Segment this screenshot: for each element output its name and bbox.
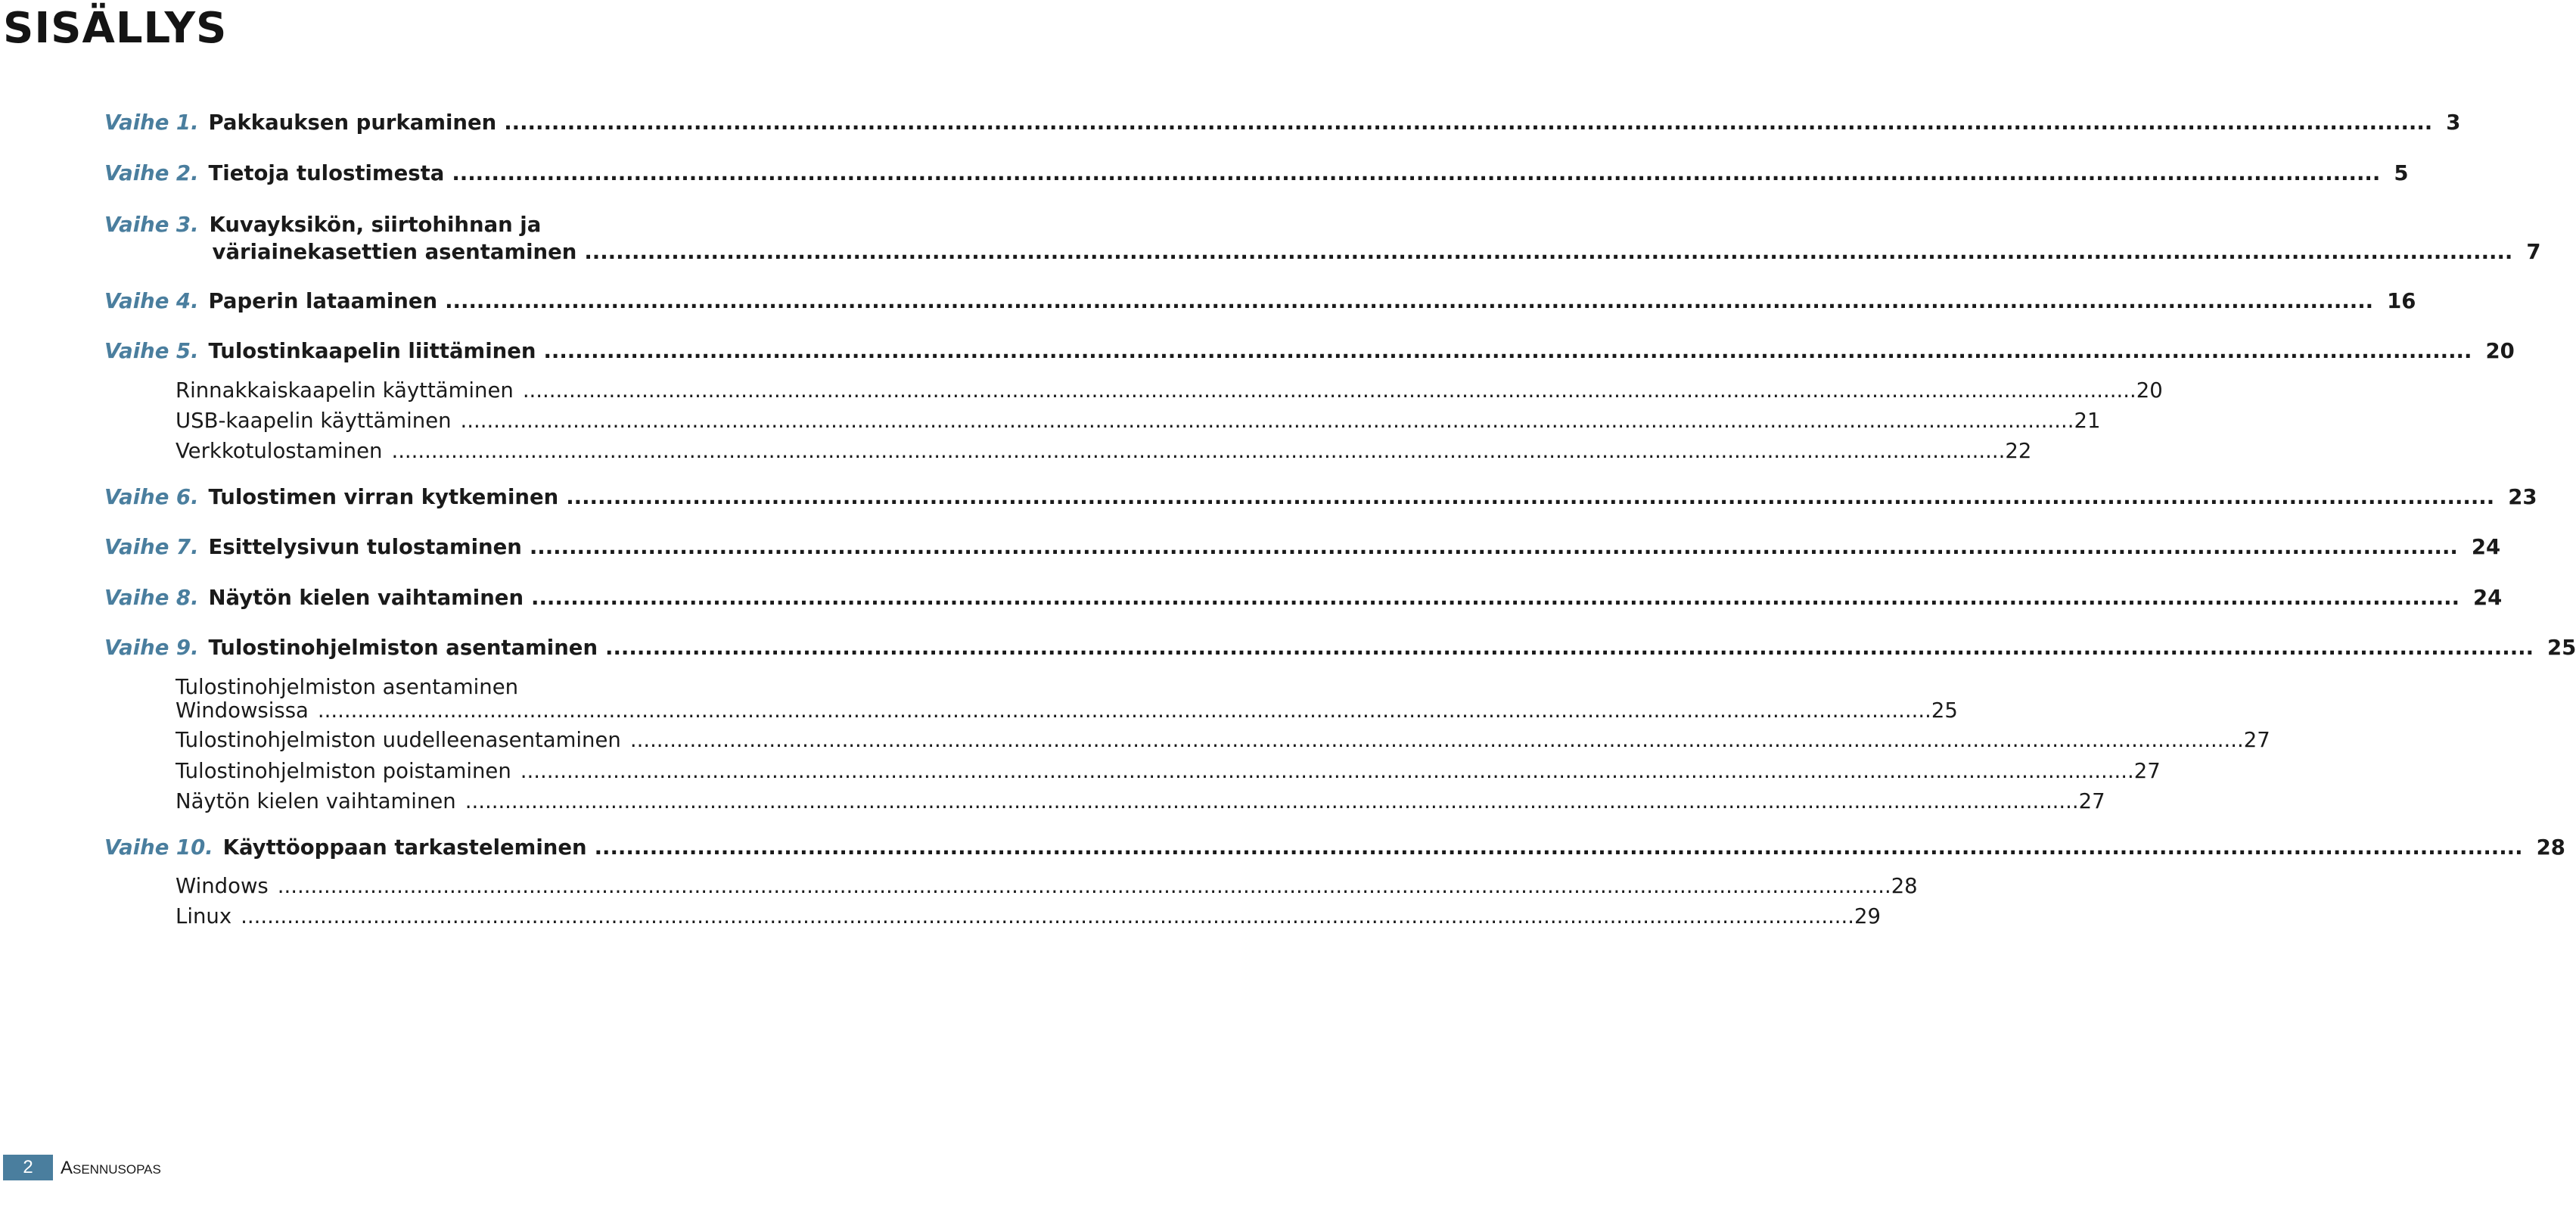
step-title: Paperin lataaminen [208,289,438,313]
toc-step-8[interactable] [104,586,2503,610]
step-title: Pakkauksen purkaminen [208,110,497,135]
dot-leader [566,485,2494,509]
page-number: 27 [2133,759,2161,783]
sub-title: Windows [176,874,269,898]
toc-step-9[interactable] [104,636,2576,660]
step-title-line-2: väriainekasettien asentaminen [212,240,577,264]
step-title: Tulostinohjelmiston asentaminen [208,636,598,660]
sub-title-line-1: Tulostinohjelmiston asentaminen [176,675,519,699]
step-label: Vaihe 1. [104,110,199,135]
sub-title: Verkkotulostaminen [176,439,383,463]
toc-step-1[interactable] [104,110,2461,135]
page-title: SISÄLLYS [3,4,228,53]
toc-sub-entry[interactable] [176,789,2105,813]
toc-sub-entry[interactable] [176,409,2101,433]
toc-sub-entry[interactable] [176,675,1958,723]
step-label: Vaihe 8. [104,586,199,610]
toc-step-7[interactable] [104,535,2501,559]
dot-leader [461,409,2074,433]
page-number: 27 [2078,789,2105,813]
step-title: Käyttöoppaan tarkasteleminen [222,835,587,860]
step-label: Vaihe 7. [104,535,199,559]
dot-leader [543,339,2472,363]
toc-sub-entry[interactable] [176,904,1882,928]
sub-title: Tulostinohjelmiston uudelleenasentaminen [176,728,621,752]
page-number: 23 [2508,485,2537,509]
step-title: Näytön kielen vaihtaminen [208,586,524,610]
footer-label: Asennusopas [61,1158,161,1178]
sub-title: Tulostinohjelmiston poistaminen [176,759,511,783]
sub-title: Näytön kielen vaihtaminen [176,789,456,813]
step-label: Vaihe 2. [104,161,199,185]
page-number: 25 [1931,698,1958,723]
toc-sub-entry[interactable] [176,874,1918,898]
dot-leader [520,759,2134,783]
page-number: 16 [2387,289,2416,313]
dot-leader [584,238,2512,266]
dot-leader [630,728,2244,752]
toc-step-3[interactable] [104,211,2541,266]
footer-page-number: 2 [23,1157,33,1177]
toc-sub-entry[interactable] [176,759,2161,783]
toc-sub-entry[interactable] [176,378,2163,403]
step-title: Tietoja tulostimesta [208,161,445,185]
page-number: 24 [2473,586,2503,610]
page-number: 5 [2394,161,2409,185]
dot-leader [278,874,1891,898]
dot-leader [391,439,2005,463]
step-title: Tulostinkaapelin liittäminen [208,339,536,363]
page-number: 25 [2547,636,2576,660]
dot-leader [318,699,1931,723]
toc-step-5[interactable] [104,339,2515,363]
page-number: 3 [2446,110,2461,135]
page-number: 29 [1854,904,1882,928]
sub-title-line-2: Windowsissa [176,698,309,723]
dot-leader [452,161,2380,185]
step-title-line-1: Kuvayksikön, siirtohihnan ja [209,213,542,237]
toc-step-10[interactable] [104,835,2565,860]
page-number: 20 [2485,339,2515,363]
step-label: Vaihe 10. [104,835,213,860]
page-number: 24 [2471,535,2501,559]
dot-leader [605,636,2534,660]
page-number: 27 [2243,728,2270,752]
toc-sub-entry[interactable] [176,728,2270,752]
sub-title: Linux [176,904,232,928]
step-label: Vaihe 9. [104,636,199,660]
page-number: 21 [2074,409,2101,433]
dot-leader [504,110,2432,135]
dot-leader [595,835,2523,860]
toc-step-2[interactable] [104,161,2409,185]
step-label: Vaihe 5. [104,339,199,363]
page-number: 28 [1891,874,1918,898]
toc-sub-entry[interactable] [176,439,2032,463]
sub-title: Rinnakkaiskaapelin käyttäminen [176,378,514,403]
dot-leader [523,378,2136,403]
step-label: Vaihe 4. [104,289,199,313]
dot-leader [465,789,2079,813]
sub-title: USB-kaapelin käyttäminen [176,409,452,433]
page-number: 7 [2526,240,2541,264]
step-label: Vaihe 3. [104,213,199,237]
dot-leader [531,586,2459,610]
page-number: 20 [2136,378,2163,403]
page-number: 28 [2536,835,2565,860]
step-label: Vaihe 6. [104,485,199,509]
dot-leader [445,289,2373,313]
step-title: Tulostimen virran kytkeminen [208,485,559,509]
page-number: 22 [2005,439,2032,463]
dot-leader [241,904,1854,928]
toc-step-6[interactable] [104,485,2537,509]
toc-step-4[interactable] [104,289,2416,313]
dot-leader [530,535,2458,559]
step-title: Esittelysivun tulostaminen [208,535,522,559]
